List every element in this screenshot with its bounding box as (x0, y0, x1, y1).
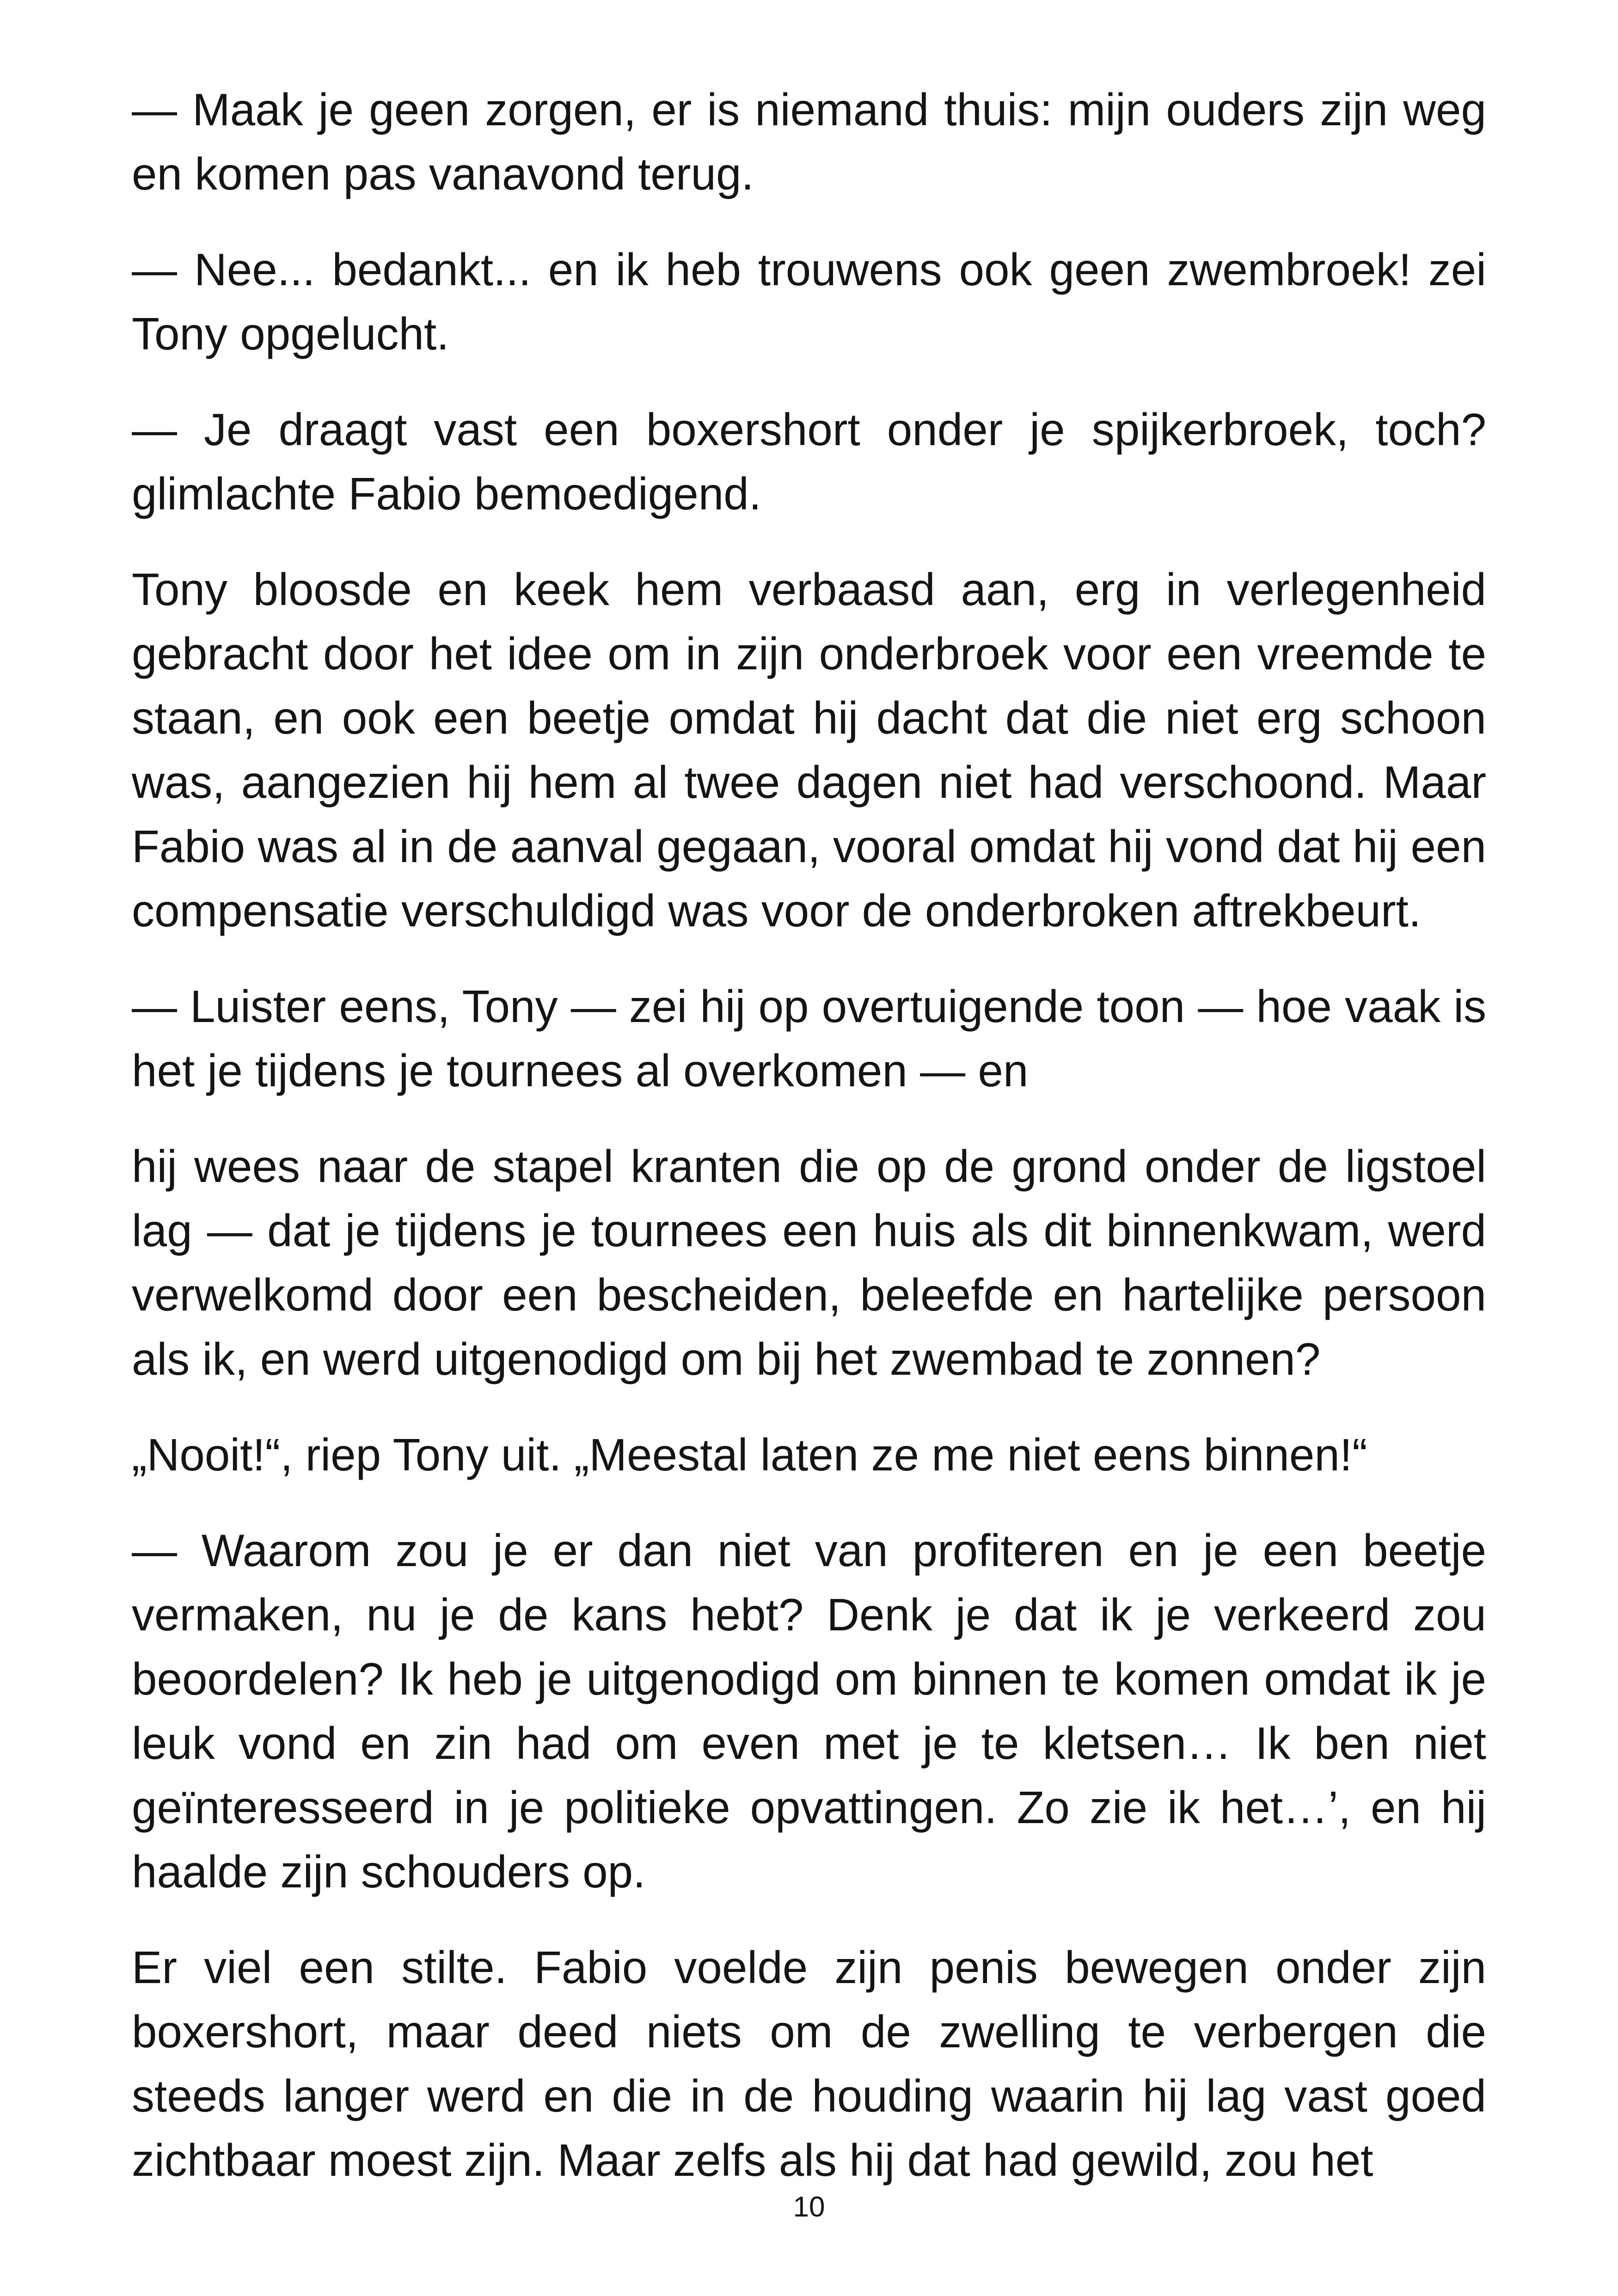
page-number: 10 (793, 2191, 825, 2223)
paragraph: hij wees naar de stapel kranten die op de grond onder de ligstoel lag — dat je tijdens je tournees een huis als dit binnenkwam, werd verwelkomd door een bescheiden, beleefde en hartelijke persoon als ik, en werd uitgenodigd om bij het zwembad te zonnen? (132, 1141, 1486, 1384)
paragraph: — Maak je geen zorgen, er is niemand thuis: mijn ouders zijn weg en komen pas vanavond terug. (132, 84, 1486, 199)
paragraph: — Luister eens, Tony — zei hij op overtuigende toon — hoe vaak is het je tijdens je tournees al overkomen — en (132, 981, 1486, 1096)
paragraph: Er viel een stilte. Fabio voelde zijn penis bewegen onder zijn boxershort, maar deed niets om de zwelling te verbergen die steeds langer werd en die in de houding waarin hij lag vast goed zichtbaar moest zijn. Maar zelfs als hij dat had gewild, zou het (132, 1942, 1486, 2186)
paragraph: — Waarom zou je er dan niet van profiteren en je een beetje vermaken, nu je de kans hebt? Denk je dat ik je verkeerd zou beoordelen? Ik heb je uitgenodigd om binnen te komen omdat ik je leuk vond en zin had om even met je te kletsen… Ik ben niet geïnteresseerd in je politieke opvattingen. Zo zie ik het…’, en hij haalde zijn schouders op. (132, 1525, 1486, 1897)
paragraph: — Je draagt vast een boxershort onder je spijkerbroek, toch? glimlachte Fabio bemoedigend. (132, 404, 1486, 519)
paragraph: — Nee... bedankt... en ik heb trouwens ook geen zwembroek! zei Tony opgelucht. (132, 244, 1486, 359)
body-text (132, 78, 1486, 2224)
paragraph: „Nooit!“, riep Tony uit. „Meestal laten ze me niet eens binnen!“ (132, 1429, 1367, 1480)
paragraph: Tony bloosde en keek hem verbaasd aan, erg in verlegenheid gebracht door het idee om in zijn onderbroek voor een vreemde te staan, en ook een beetje omdat hij dacht dat die niet erg schoon was, aangezien hij hem al twee dagen niet had verschoond. Maar Fabio was al in de aanval gegaan, vooral omdat hij vond dat hij een compensatie verschuldigd was voor de onderbroken aftrekbeurt. (132, 564, 1486, 936)
